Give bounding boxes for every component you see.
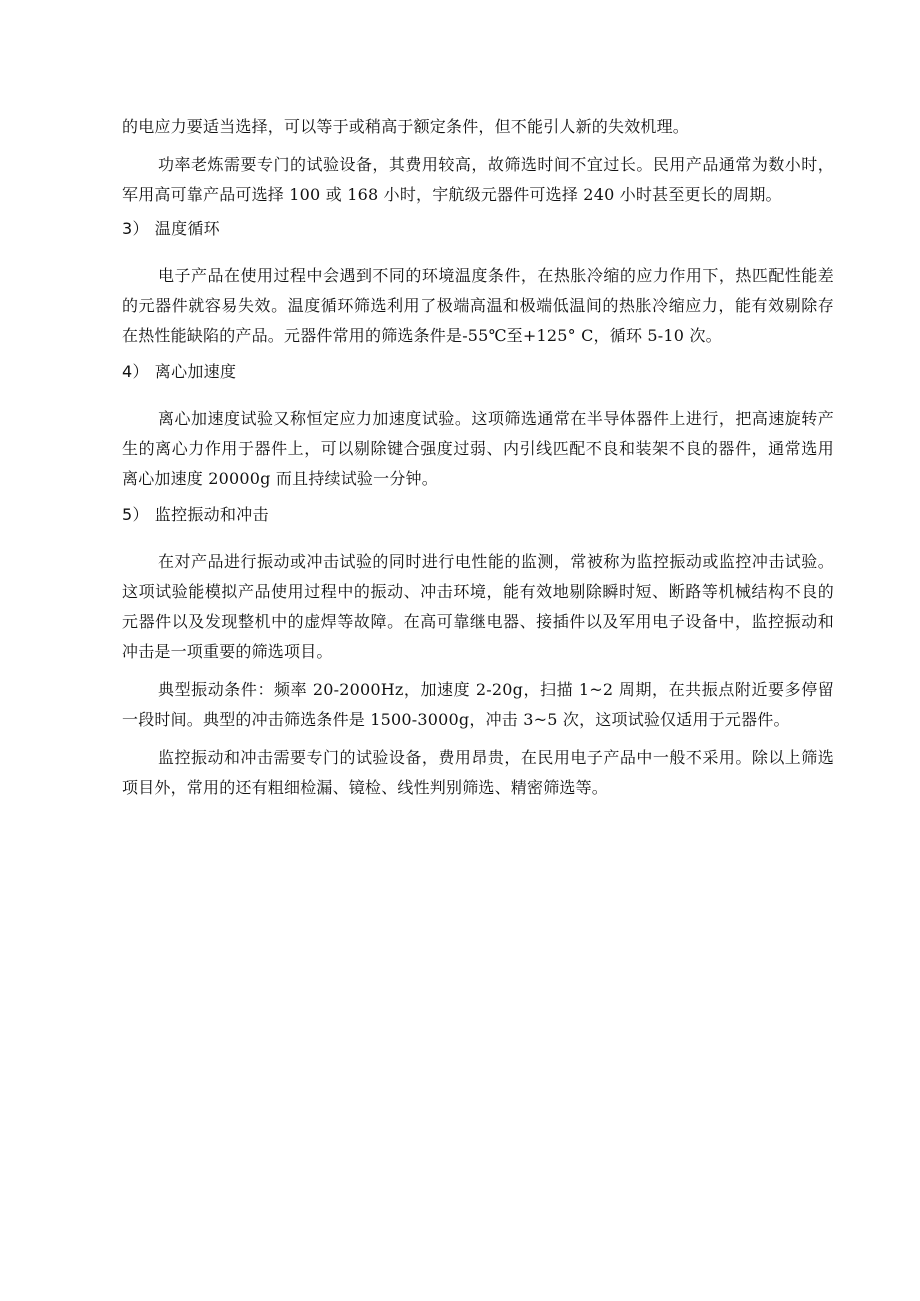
- section-title: 温度循环: [154, 219, 220, 238]
- paragraph-power-burnin: 功率老炼需要专门的试验设备，其费用较高，故筛选时间不宜过长。民用产品通常为数小时，军用高可靠产品可选择 100 或 168 小时，宇航级元器件可选择 240 小时甚至更长的周期。: [122, 155, 834, 204]
- section-number: 3）: [122, 219, 149, 238]
- section-number: 4）: [122, 362, 149, 381]
- paragraph-vibration-monitoring: 在对产品进行振动或冲击试验的同时进行电性能的监测，常被称为监控振动或监控冲击试验。这项试验能模拟产品使用过程中的振动、冲击环境，能有效地剔除瞬时短、断路等机械结构不良的元器件以及发现整机中的虚焊等故障。在高可靠继电器、接插件以及军用电子设备中，监控振动和冲击是一项重要的筛选项目。: [122, 552, 834, 661]
- section-title: 监控振动和冲击: [154, 505, 269, 524]
- paragraph-equipment-cost: 监控振动和冲击需要专门的试验设备，费用昂贵，在民用电子产品中一般不采用。除以上筛选项目外，常用的还有粗细检漏、镜检、线性判别筛选、精密筛选等。: [122, 748, 834, 797]
- document-body: [122, 112, 834, 803]
- section-heading-centrifugal-acceleration: [122, 357, 834, 387]
- paragraph-continuation: 的电应力要适当选择，可以等于或稍高于额定条件，但不能引人新的失效机理。: [122, 117, 690, 136]
- section-heading-vibration-shock: [122, 500, 834, 530]
- section-title: 离心加速度: [154, 362, 237, 381]
- section-heading-temperature-cycling: [122, 214, 834, 244]
- paragraph-typical-conditions: 典型振动条件：频率 20-2000Hz，加速度 2-20g，扫描 1~2 周期，在共振点附近要多停留一段时间。典型的冲击筛选条件是 1500-3000g，冲击 3~5 次，这项试验仅适用于元器件。: [122, 680, 834, 729]
- paragraph-temperature-cycling: 电子产品在使用过程中会遇到不同的环境温度条件，在热胀冷缩的应力作用下，热匹配性能差的元器件就容易失效。温度循环筛选利用了极端高温和极端低温间的热胀冷缩应力，能有效剔除存在热性能缺陷的产品。元器件常用的筛选条件是-55℃至+125° C，循环 5-10 次。: [122, 266, 834, 345]
- paragraph-centrifugal-acceleration: 离心加速度试验又称恒定应力加速度试验。这项筛选通常在半导体器件上进行，把高速旋转产生的离心力作用于器件上，可以剔除键合强度过弱、内引线匹配不良和装架不良的器件，通常选用离心加速度 20000g 而且持续试验一分钟。: [122, 409, 834, 488]
- section-number: 5）: [122, 505, 149, 524]
